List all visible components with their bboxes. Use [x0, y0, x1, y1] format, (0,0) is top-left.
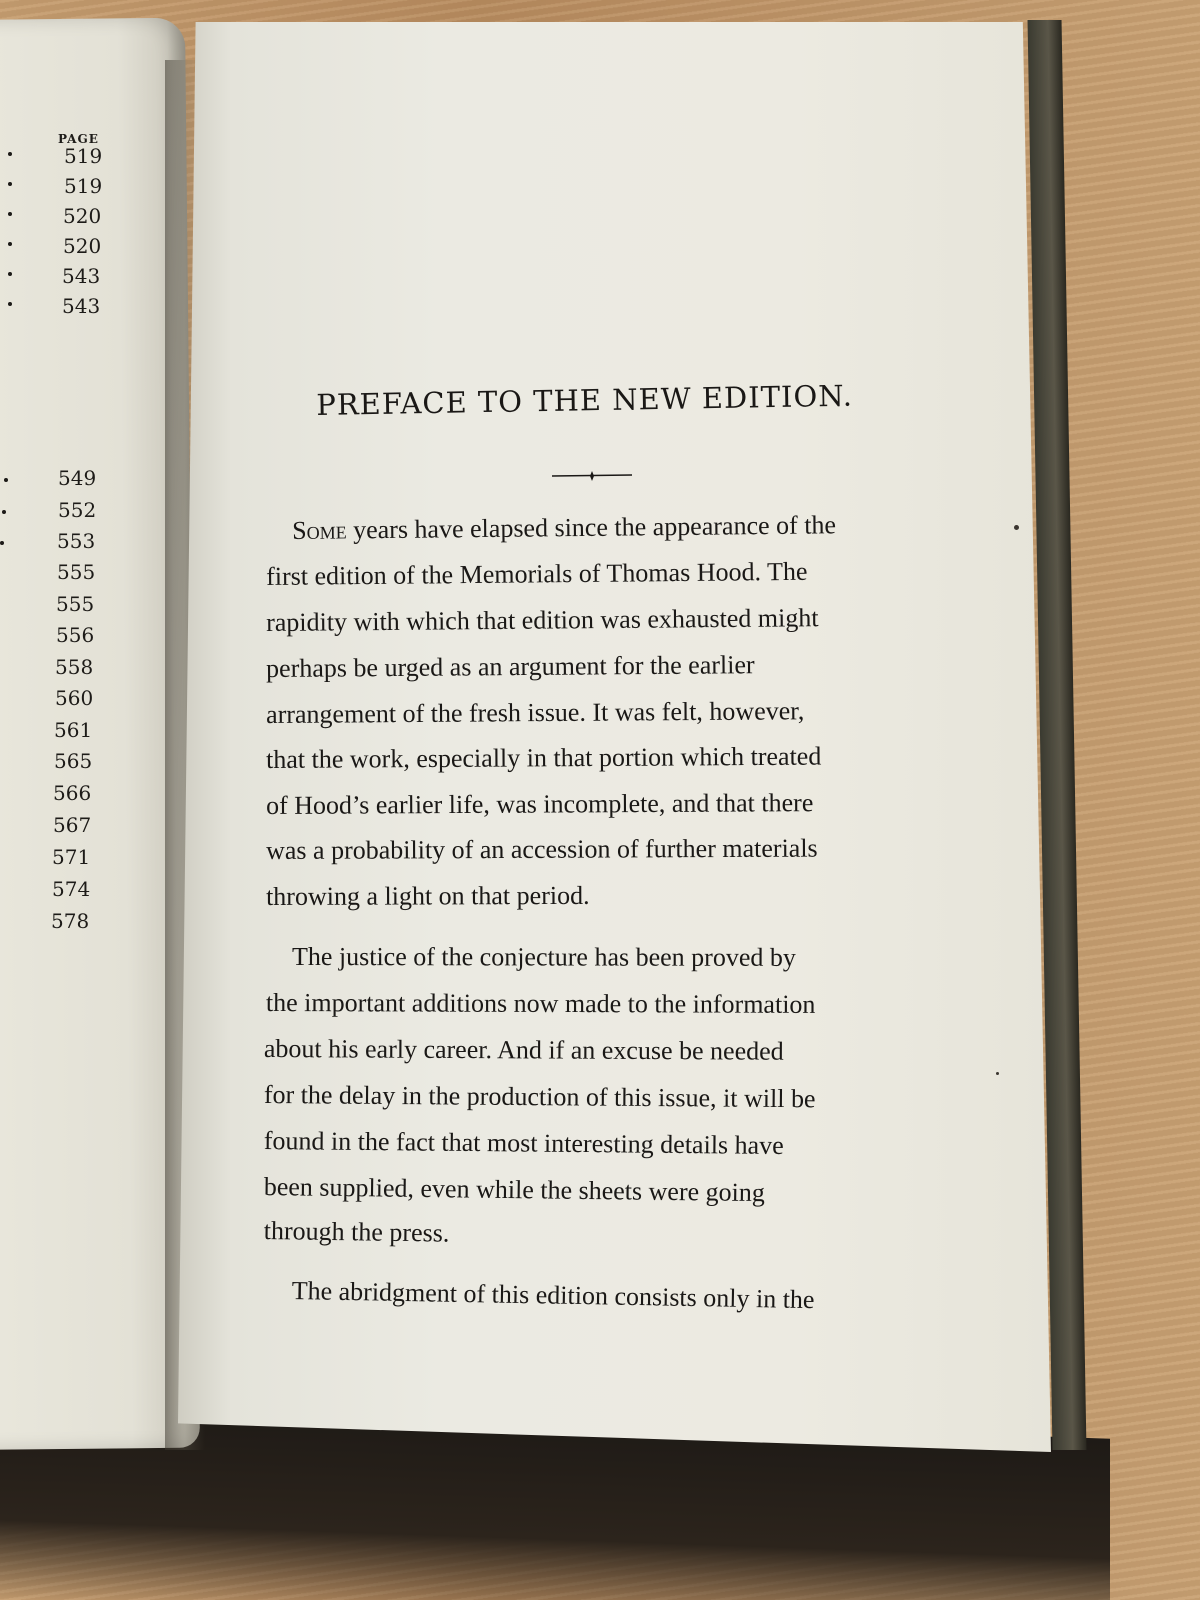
page-number: 520 [63, 204, 102, 228]
paragraph-line: about his early career. And if an excuse be needed [263, 1034, 784, 1066]
page-number: 558 [55, 655, 94, 679]
paragraph-line: of Hood’s earlier life, was incomplete, and that there [266, 788, 814, 820]
paragraph-line: been supplied, even while the sheets were going [263, 1172, 766, 1208]
paragraph-line: arrangement of the fresh issue. It was felt, however, [266, 696, 805, 729]
page-number: 561 [54, 718, 93, 742]
page-column-heading: PAGE [58, 132, 99, 146]
leader-dot [8, 212, 12, 216]
preface-title: PREFACE TO THE NEW EDITION. [316, 378, 854, 422]
page-number: 520 [63, 234, 102, 258]
page-number: 556 [56, 623, 95, 647]
page-number: 552 [58, 498, 97, 522]
paragraph-line: for the delay in the production of this issue, it will be [263, 1080, 816, 1114]
paragraph-line: the important additions now made to the information [265, 988, 816, 1019]
page-number: 553 [57, 529, 96, 553]
page-number: 567 [53, 813, 92, 837]
leader-dot [4, 478, 8, 482]
page-number: 555 [57, 560, 96, 584]
leader-dot [8, 272, 12, 276]
leader-dot [8, 242, 12, 246]
paragraph-line: first edition of the Memorials of Thomas Hood. The [266, 556, 808, 591]
leader-dot [8, 302, 12, 306]
page-number: 519 [64, 144, 103, 168]
paper-speck [996, 1072, 999, 1075]
page-number: 571 [52, 845, 91, 869]
line-text: years have elapsed since the appearance of the [346, 510, 837, 545]
paragraph-line: through the press. [263, 1216, 450, 1248]
paragraph-line: The abridgment of this edition consists only in the [291, 1276, 815, 1315]
leader-dot [8, 152, 12, 156]
paragraph-line: was a probability of an accession of further materials [266, 833, 818, 865]
drop-word: Some [292, 515, 347, 545]
leader-dot [0, 541, 4, 545]
page-number: 543 [62, 294, 101, 318]
page-number: 560 [55, 686, 94, 710]
page-number: 549 [58, 466, 97, 490]
paragraph-line: throwing a light on that period. [266, 880, 590, 911]
page-number: 574 [52, 877, 91, 901]
paper-speck [1014, 525, 1019, 530]
page-number: 543 [62, 264, 101, 288]
paragraph-line: rapidity with which that edition was exhausted might [266, 603, 819, 637]
leader-dot [2, 510, 6, 514]
paragraph-line: found in the fact that most interesting details have [263, 1126, 784, 1160]
paragraph-line: perhaps be urged as an argument for the earlier [266, 650, 755, 683]
leader-dot [8, 182, 12, 186]
paragraph-line: that the work, especially in that portion which treated [266, 741, 822, 774]
ornament-rule [552, 470, 632, 482]
page-number: 566 [53, 781, 92, 805]
page-number: 578 [51, 909, 90, 933]
page-number: 555 [56, 592, 95, 616]
paragraph-line [292, 510, 836, 546]
paragraph-line: The justice of the conjecture has been proved by [291, 942, 796, 972]
page-number: 565 [54, 749, 93, 773]
page-number: 519 [64, 174, 103, 198]
